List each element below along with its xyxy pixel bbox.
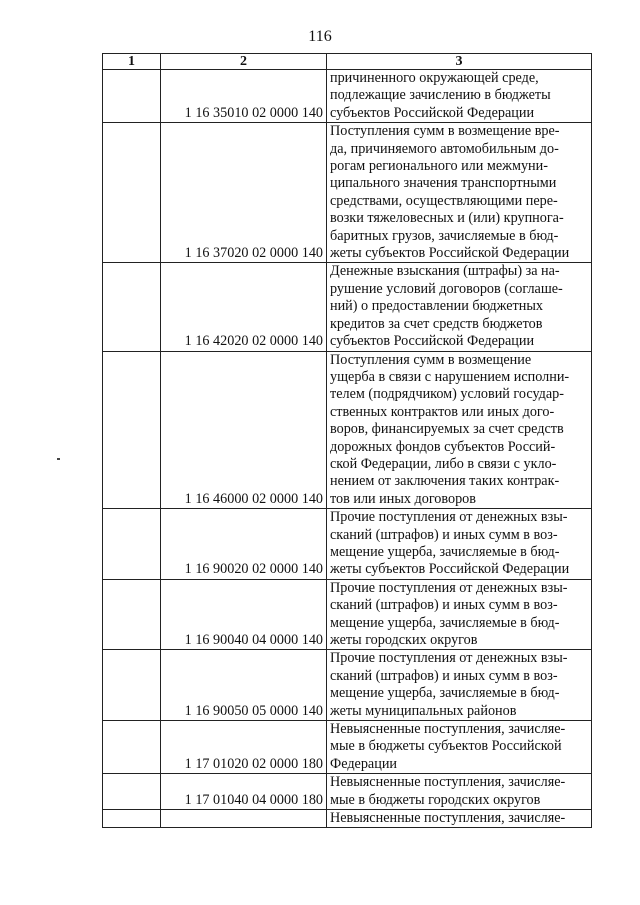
description-line: Федерации — [330, 755, 398, 772]
table-row — [103, 70, 592, 123]
scan-speck — [57, 458, 60, 460]
table-row — [103, 774, 592, 810]
description-line: жеты муниципальных районов — [330, 702, 517, 719]
description-line: ний) о предоставлении бюджетных — [330, 298, 543, 315]
description-line: ственных контрактов или иных дого- — [330, 403, 555, 420]
table-row — [103, 351, 592, 509]
description-line: жеты субъектов Российской Федерации — [330, 245, 570, 262]
description-line: рогам регионального или межмуни- — [330, 158, 548, 175]
budget-code-cell: 1 16 90020 02 0000 140 — [161, 509, 327, 580]
description-line: ущерба в связи с нарушением исполни- — [330, 368, 570, 385]
description-line: субъектов Российской Федерации — [330, 104, 535, 121]
description-line: сканий (штрафов) и иных сумм в воз- — [330, 526, 558, 543]
description-line: ской Федерации, либо в связи с укло- — [330, 455, 557, 472]
description-line: рушение условий договоров (соглаше- — [330, 280, 563, 297]
description-line: жеты субъектов Российской Федерации — [330, 561, 570, 578]
description-line: Прочие поступления от денежных взы- — [330, 579, 568, 596]
description-line: мещение ущерба, зачисляемые в бюд- — [330, 543, 560, 560]
budget-code-cell: 1 16 42020 02 0000 140 — [161, 263, 327, 351]
budget-code-cell: 1 16 37020 02 0000 140 — [161, 123, 327, 263]
description-line: средствами, осуществляющими пере- — [330, 192, 558, 209]
budget-code-cell: 1 16 90040 04 0000 140 — [161, 579, 327, 650]
budget-code-cell — [161, 810, 327, 828]
description-line: Прочие поступления от денежных взы- — [330, 509, 568, 526]
description-cell — [327, 123, 592, 263]
budget-code-cell: 1 16 90050 05 0000 140 — [161, 650, 327, 721]
row-number-cell — [103, 810, 161, 828]
description-line: сканий (штрафов) и иных сумм в воз- — [330, 597, 558, 614]
description-line: жеты городских округов — [330, 632, 478, 648]
description-line: баритных грузов, зачисляемые в бюд- — [330, 227, 559, 244]
description-cell — [327, 509, 592, 580]
budget-code-cell: 1 17 01040 04 0000 180 — [161, 774, 327, 810]
table-row — [103, 123, 592, 263]
description-line: телем (подрядчиком) условий государ- — [330, 386, 564, 403]
description-line: Поступления сумм в возмещение — [330, 351, 532, 368]
budget-code-cell: 1 17 01020 02 0000 180 — [161, 721, 327, 774]
description-line: нением от заключения таких контрак- — [330, 473, 560, 490]
row-number-cell — [103, 263, 161, 351]
description-line: да, причиняемого автомобильным до- — [330, 140, 559, 157]
description-cell — [327, 579, 592, 650]
description-line: дорожных фондов субъектов Россий- — [330, 438, 556, 455]
description-line: подлежащие зачислению в бюджеты — [330, 87, 551, 104]
row-number-cell — [103, 579, 161, 650]
column-header-3: 3 — [327, 54, 592, 70]
description-line: мещение ущерба, зачисляемые в бюд- — [330, 685, 560, 702]
column-header-1: 1 — [103, 54, 161, 70]
table-row — [103, 579, 592, 650]
description-line: мые в бюджеты городских округов — [330, 791, 541, 808]
budget-classification-table — [102, 53, 592, 828]
table-row — [103, 650, 592, 721]
table-row — [103, 721, 592, 774]
description-line: возки тяжеловесных и (или) крупнога- — [330, 210, 564, 227]
row-number-cell — [103, 351, 161, 509]
table-row — [103, 810, 592, 828]
budget-code-cell: 1 16 35010 02 0000 140 — [161, 70, 327, 123]
description-line: Поступления сумм в возмещение вре- — [330, 123, 560, 140]
description-cell — [327, 351, 592, 509]
description-line: кредитов за счет средств бюджетов — [330, 315, 543, 332]
description-line: ципального значения транспортными — [330, 175, 557, 192]
description-line: Невыясненные поступления, зачисляе- — [330, 774, 566, 791]
row-number-cell — [103, 123, 161, 263]
description-line: Невыясненные поступления, зачисляе- — [330, 721, 566, 738]
table-body — [103, 70, 592, 828]
description-line: тов или иных договоров — [330, 490, 476, 507]
description-line: мые в бюджеты субъектов Российской — [330, 738, 562, 755]
row-number-cell — [103, 70, 161, 123]
description-line: субъектов Российской Федерации — [330, 333, 535, 350]
row-number-cell — [103, 774, 161, 810]
row-number-cell — [103, 509, 161, 580]
table-row — [103, 509, 592, 580]
row-number-cell — [103, 650, 161, 721]
column-header-2: 2 — [161, 54, 327, 70]
description-line: Денежные взыскания (штрафы) за на- — [330, 263, 560, 280]
description-line: Невыясненные поступления, зачисляе- — [330, 810, 566, 827]
description-line: Прочие поступления от денежных взы- — [330, 650, 568, 667]
description-line: сканий (штрафов) и иных сумм в воз- — [330, 667, 558, 684]
description-cell — [327, 774, 592, 810]
description-cell — [327, 263, 592, 351]
description-cell — [327, 650, 592, 721]
description-line: воров, финансируемых за счет средств — [330, 421, 564, 438]
page-number: 116 — [308, 28, 332, 45]
description-line: мещение ущерба, зачисляемые в бюд- — [330, 614, 560, 631]
table-header-row — [103, 54, 592, 70]
description-cell — [327, 70, 592, 123]
description-line: причиненного окружающей среде, — [330, 70, 539, 86]
row-number-cell — [103, 721, 161, 774]
description-cell — [327, 721, 592, 774]
description-cell — [327, 810, 592, 828]
table-row — [103, 263, 592, 351]
budget-code-cell: 1 16 46000 02 0000 140 — [161, 351, 327, 509]
